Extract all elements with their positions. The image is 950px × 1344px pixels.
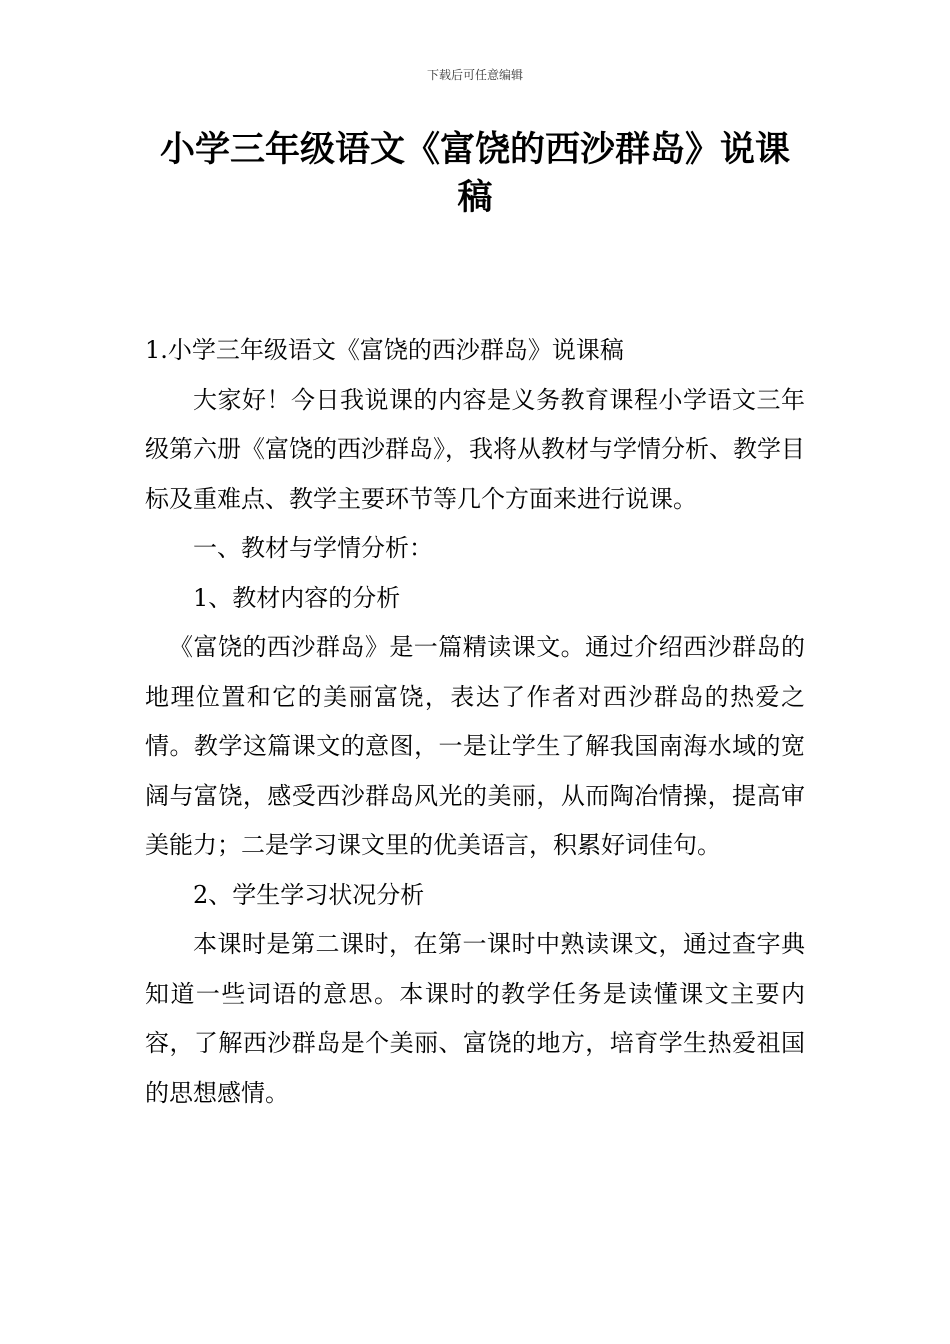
header-note: 下载后可任意编辑 [426,68,523,82]
paragraph-heading: 1.小学三年级语文《富饶的西沙群岛》说课稿 [145,336,624,364]
paragraph-content: 本课时是第二课时，在第一课时中熟读课文，通过查字典知道一些词语的意思。本课时的教学任务是读懂课文主要内容，了解西沙群岛是个美丽、富饶的地方，培育学生热爱祖国的思想感情。 [145,930,805,1107]
paragraph-content: 《富饶的西沙群岛》是一篇精读课文。通过介绍西沙群岛的地理位置和它的美丽富饶，表达了作者对西沙群岛的热爱之情。教学这篇课文的意图，一是让学生了解我国南海水域的宽阔与富饶，感受西沙群岛风光的美丽，从而陶冶情操，提高审美能力；二是学习课文里的优美语言，积累好词佳句。 [145,633,805,859]
paragraph-intro: 大家好！今日我说课的内容是义务教育课程小学语文三年级第六册《富饶的西沙群岛》，我将从教材与学情分析、教学目标及重难点、教学主要环节等几个方面来进行说课。 [145,385,805,513]
subsection-heading: 2、学生学习状况分析 [193,880,425,909]
subsection-heading: 1、教材内容的分析 [193,583,401,612]
document-body [145,326,805,1118]
document-title: 小学三年级语文《富饶的西沙群岛》说课稿 [159,130,790,218]
section-heading: 一、教材与学情分析： [193,534,433,562]
